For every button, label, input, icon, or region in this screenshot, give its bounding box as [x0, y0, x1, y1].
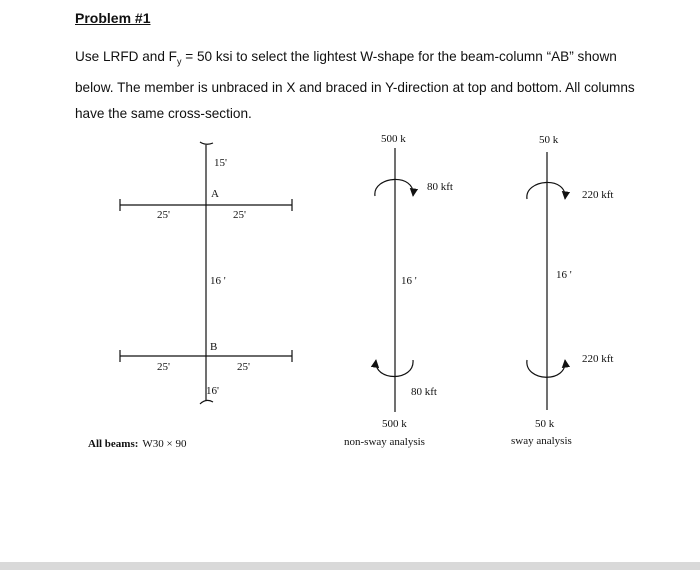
sway-bottom-moment: 220 kft [582, 353, 614, 365]
upper-right-beam-length: 25' [233, 209, 246, 221]
nonsway-top-load: 500 k [381, 133, 406, 145]
nonsway-top-moment-arrow [375, 179, 413, 196]
nonsway-length: 16 ' [401, 275, 417, 287]
frame-diagram [120, 142, 292, 404]
nonsway-bottom-load: 500 k [382, 418, 407, 430]
lower-right-beam-length: 25' [237, 361, 250, 373]
statement-part2: = 50 ksi to select the lightest W-shape for the beam-column “AB” shown below. The member is unbraced in X and braced in Y-direction at top and bottom. All columns have the same cross-section. [75, 49, 635, 121]
sway-diagram [527, 152, 565, 410]
nonsway-top-moment: 80 kft [427, 181, 453, 193]
beams-note [88, 438, 187, 450]
column-bottom-support [200, 400, 213, 404]
nonsway-caption: non-sway analysis [344, 436, 425, 448]
bottom-divider [0, 562, 700, 570]
beams-note-label: All beams: [88, 438, 139, 450]
lower-left-beam-length: 25' [157, 361, 170, 373]
sway-top-moment: 220 kft [582, 189, 614, 201]
column-top-support [200, 142, 213, 144]
statement-part1: Use LRFD and F [75, 49, 177, 64]
col-top-length: 15' [214, 157, 227, 169]
problem-title: Problem #1 [75, 10, 151, 26]
sway-caption: sway analysis [511, 435, 572, 447]
sway-length: 16 ' [556, 269, 572, 281]
sway-bottom-moment-arrow [527, 360, 565, 377]
statement-subscript: y [177, 56, 182, 67]
col-ab-length: 16 ' [210, 275, 226, 287]
upper-left-beam-length: 25' [157, 209, 170, 221]
col-bottom-length: 16' [206, 385, 219, 397]
beams-note-section: W30 × 90 [142, 438, 187, 450]
node-a-label: A [211, 188, 219, 200]
sway-top-load: 50 k [539, 134, 559, 146]
node-b-label: B [210, 341, 218, 353]
sway-bottom-load: 50 k [535, 418, 555, 430]
sway-top-moment-arrow [527, 182, 565, 199]
nonsway-bottom-moment: 80 kft [411, 386, 437, 398]
